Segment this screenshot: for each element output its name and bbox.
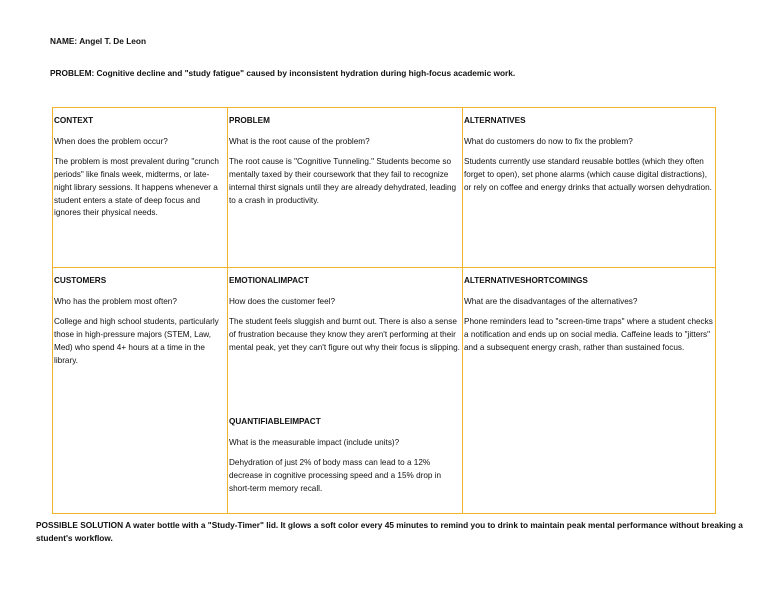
- alternatives-title: ALTERNATIVES: [464, 116, 526, 125]
- alternative-shortcomings-body: Phone reminders lead to "screen-time traps" where a student checks a notification and ends up on social media. Caffeine leads to "jitters" and a subsequent energy crash, rather than sustained focus.: [464, 317, 713, 352]
- emotional-impact-question: How does the customer feel?: [229, 296, 336, 306]
- emotional-impact-title: EMOTIONALIMPACT: [229, 276, 309, 285]
- alternative-shortcomings-cell: [463, 268, 716, 355]
- problem-body: The root cause is "Cognitive Tunneling." Students become so mentally taxed by their coursework that they fail to recognize internal thirst signals until they are already dehydrated, leading to a crash in productivity.: [229, 157, 457, 205]
- customers-body: College and high school students, particularly those in high-pressure majors (STEM, Law, Med) who spend 4+ hours at a time in the library.: [54, 317, 219, 365]
- possible-solution: POSSIBLE SOLUTION A water bottle with a "Study-Timer" lid. It glows a soft color every 45 minutes to remind you to drink to maintain peak mental performance without breaking a student's workflow.: [36, 520, 743, 543]
- alternatives-cell: [463, 108, 716, 195]
- quantifiable-impact-question: What is the measurable impact (include units)?: [229, 437, 400, 447]
- customers-question: Who has the problem most often?: [54, 296, 177, 306]
- emotional-impact-cell: [228, 268, 462, 355]
- alternatives-body: Students currently use standard reusable bottles (which they often forget to open), set phone alarms (which cause digital distractions), or rely on coffee and energy drinks that actually worsen dehydration.: [464, 157, 712, 192]
- context-title: CONTEXT: [54, 116, 94, 125]
- alternative-shortcomings-title: ALTERNATIVESHORTCOMINGS: [464, 276, 588, 285]
- quantifiable-impact-cell: [228, 409, 462, 496]
- customers-cell: [53, 268, 227, 367]
- problem-cell: [228, 108, 462, 207]
- problem-title: PROBLEM: [229, 116, 270, 125]
- canvas-grid: [52, 107, 716, 514]
- context-cell: [53, 108, 227, 220]
- problem-question: What is the root cause of the problem?: [229, 136, 370, 146]
- context-body: The problem is most prevalent during "crunch periods" like finals week, midterms, or late-night library sessions. It happens whenever a student enters a state of deep focus and ignores their physical needs.: [54, 157, 219, 218]
- name-line: NAME: Angel T. De Leon: [50, 36, 147, 46]
- quantifiable-impact-title: QUANTIFIABLEIMPACT: [229, 417, 321, 426]
- quantifiable-impact-body: Dehydration of just 2% of body mass can lead to a 12% decrease in cognitive processing speed and a 15% drop in short-term memory recall.: [229, 458, 442, 493]
- customers-title: CUSTOMERS: [54, 276, 107, 285]
- emotional-impact-body: The student feels sluggish and burnt out. There is also a sense of frustration because they know they aren't performing at their mental peak, yet they can't figure out why their focus is slipping.: [229, 317, 460, 352]
- context-question: When does the problem occur?: [54, 136, 168, 146]
- alternative-shortcomings-question: What are the disadvantages of the alternatives?: [464, 296, 638, 306]
- problem-statement: PROBLEM: Cognitive decline and "study fatigue" caused by inconsistent hydration during high-focus academic work.: [50, 68, 516, 78]
- alternatives-question: What do customers do now to fix the problem?: [464, 136, 633, 146]
